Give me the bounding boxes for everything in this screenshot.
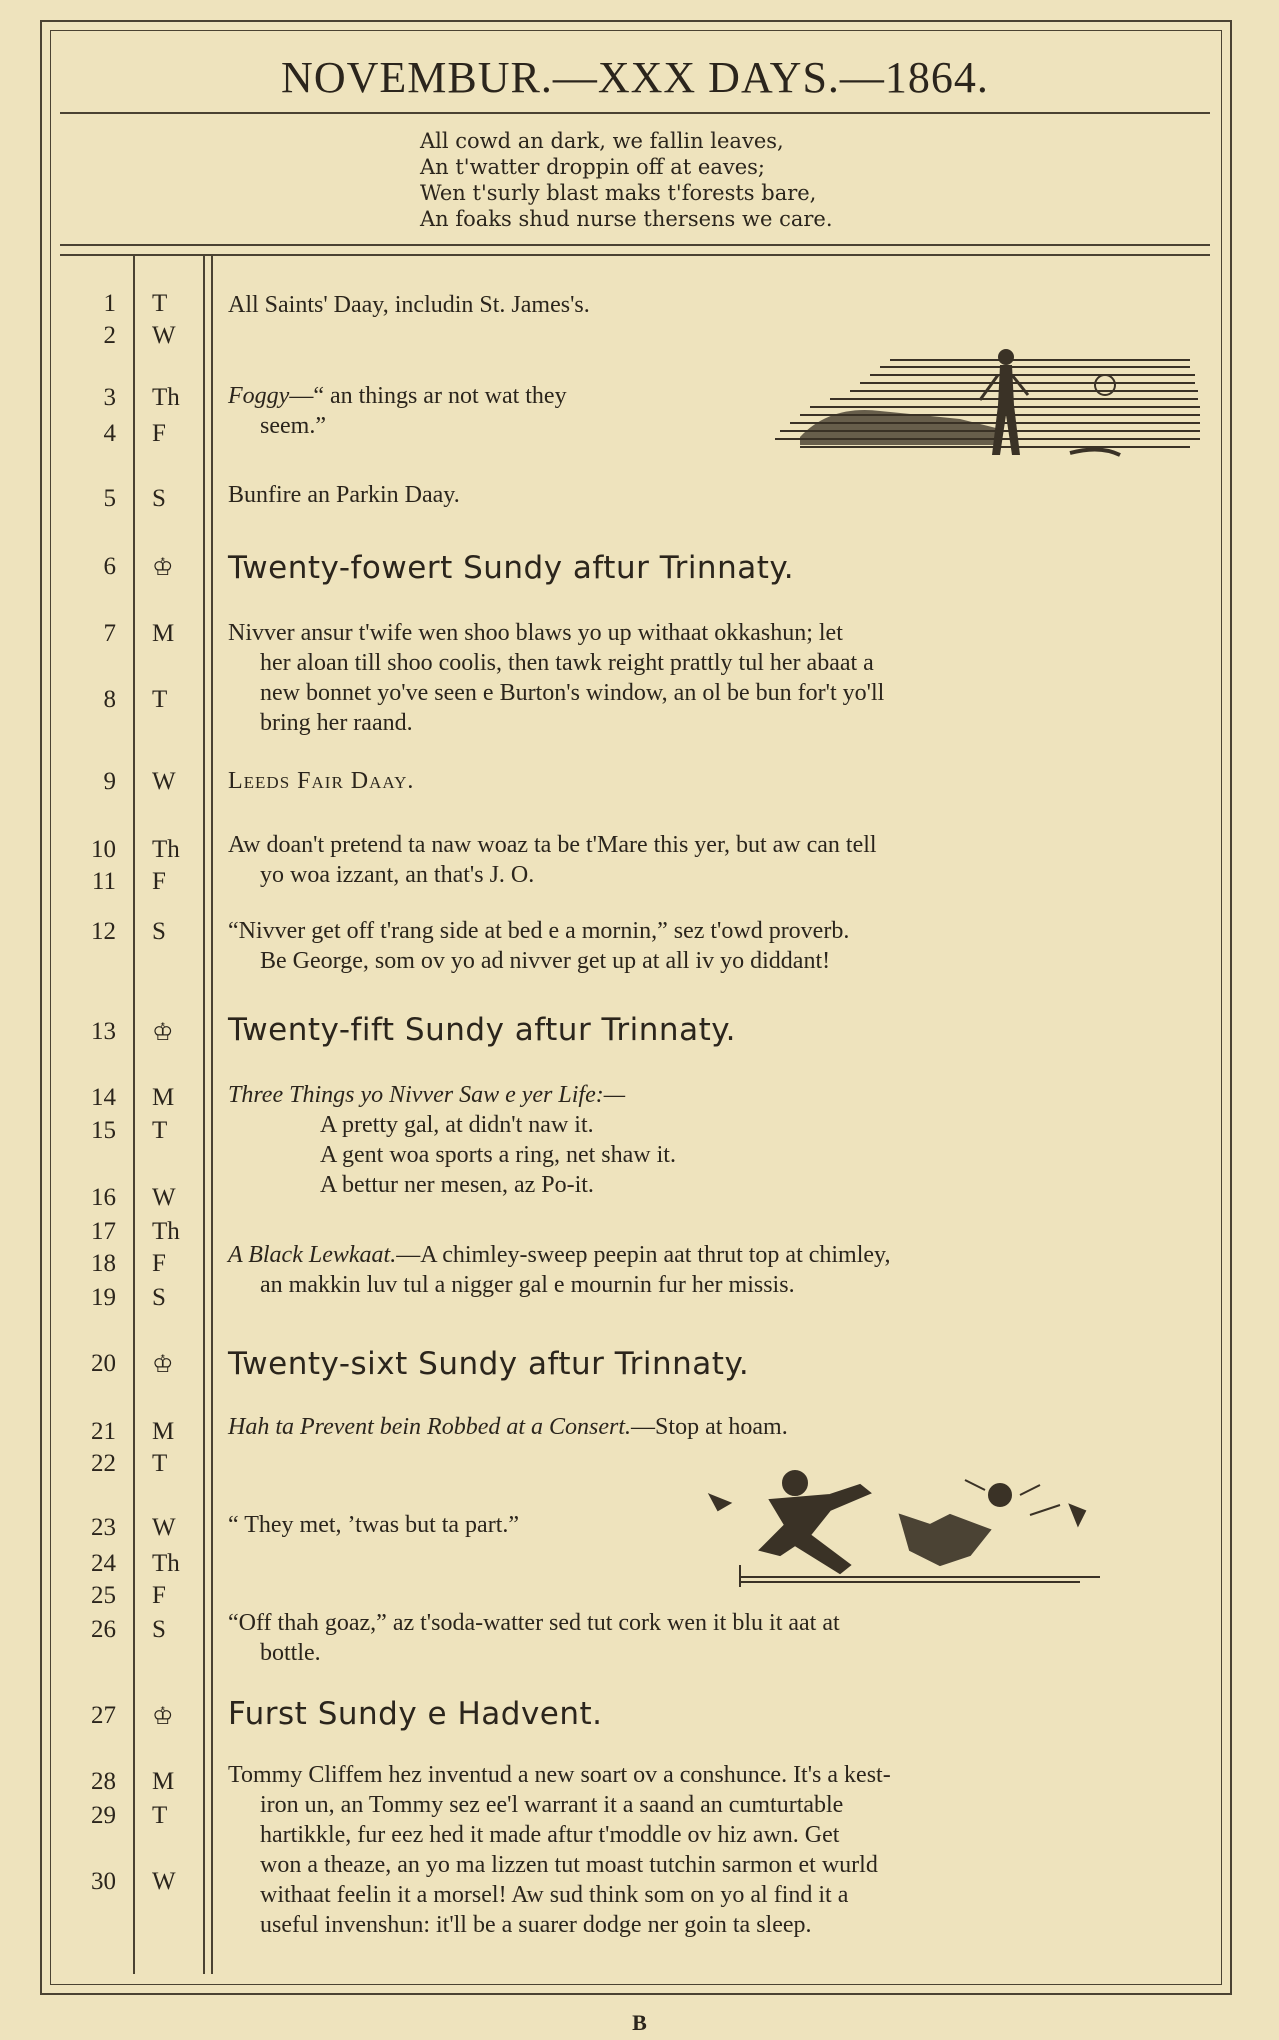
date-number: 15 [91,1117,116,1144]
weekday: W [152,322,176,349]
date-number: 12 [91,918,116,945]
weekday: T [152,1450,168,1477]
entry-text: Aw doan't pretend ta naw woaz ta be t'Mare this yer, but aw can tell [228,832,877,858]
weekday: F [152,1250,166,1277]
poem [420,128,1020,232]
divider [60,112,1210,114]
entry-text: iron un, an Tommy sez ee'l warrant it a saand an cumturtable [260,1792,844,1818]
weekday: T [152,686,168,713]
sunday-heading: Furst Sundy e Hadvent. [228,1696,603,1732]
weekday: S [152,1284,166,1311]
poem-line: Wen t'surly blast maks t'forests bare, [420,181,817,205]
sunday-mark: ♔ [152,555,174,581]
weekday: S [152,918,166,945]
entry-text: —“ an things ar not wat they [289,383,567,409]
date-number: 7 [103,620,116,647]
weekday: F [152,868,166,895]
entry-bunfire: Bunfire an Parkin Daay. [228,482,460,508]
date-number: 18 [91,1250,116,1277]
entry-all-saints: All Saints' Daay, includin St. James's. [228,292,590,318]
date-number: 2 [103,322,116,349]
entry-text: bring her raand. [260,710,413,736]
weekday: M [152,620,175,647]
sunday-heading: Twenty-fift Sundy aftur Trinnaty. [228,1012,737,1048]
date-number: 25 [91,1582,116,1609]
entry-label: Three Things yo Nivver Saw e yer Life:— [228,1082,626,1108]
weekday: F [152,420,166,447]
date-number: 24 [91,1550,116,1577]
entry-text: “Nivver get off t'rang side at bed e a mornin,” sez t'owd proverb. [228,918,850,944]
weekday: T [152,290,168,317]
date-number: 11 [91,868,116,895]
weekday: W [152,1184,176,1211]
divider [60,244,1210,246]
date-number: 10 [91,836,116,863]
entry-label: Hah ta Prevent bein Robbed at a Consert. [228,1414,632,1440]
column-rule [203,254,205,1974]
sunday-mark: ♔ [152,1020,174,1046]
date-number: 21 [91,1418,116,1445]
date-number: 20 [91,1350,116,1377]
sunday-heading: Twenty-sixt Sundy aftur Trinnaty. [228,1346,750,1382]
weekday: Th [152,1218,180,1245]
list-item: A pretty gal, at didn't naw it. [320,1112,594,1138]
foggy-landscape-illustration [770,345,1210,475]
entry-foggy [228,381,768,441]
entry-tommy-cliffem [228,1760,1203,1940]
date-number: 30 [91,1868,116,1895]
entry-text: —A chimley-sweep peepin aat thrut top at chimley, [396,1242,891,1268]
date-number: 5 [103,485,116,512]
date-number: 17 [91,1218,116,1245]
date-number: 14 [91,1084,116,1111]
column-rule [211,254,213,1974]
weekday: M [152,1084,175,1111]
entry-black-lewkaat [228,1240,1203,1300]
entry-text: Be George, som ov yo ad nivver get up at all iv yo diddant! [260,948,831,974]
weekday: T [152,1802,168,1829]
list-item: A gent woa sports a ring, net shaw it. [320,1142,676,1168]
weekday: M [152,1418,175,1445]
date-number: 26 [91,1616,116,1643]
date-number: 29 [91,1802,116,1829]
entry-text: new bonnet yo've seen e Burton's window, an ol be bun for't yo'll [260,680,885,706]
date-number: 28 [91,1768,116,1795]
weekday: T [152,1117,168,1144]
date-number: 19 [91,1284,116,1311]
entry-text: Nivver ansur t'wife wen shoo blaws yo up withaat okkashun; let [228,620,843,646]
entry-text: her aloan till shoo coolis, then tawk reight prattly tul her abaat a [260,650,874,676]
date-number: 6 [103,553,116,580]
date-number: 1 [103,290,116,317]
date-number: 4 [103,420,116,447]
entry-proverb [228,916,1203,976]
entry-soda-watter [228,1608,1203,1668]
weekday: W [152,1868,176,1895]
entry-wife-advice [228,618,1203,738]
sunday-mark: ♔ [152,1352,174,1378]
weekday: W [152,1514,176,1541]
date-number: 22 [91,1450,116,1477]
entry-text: bottle. [260,1640,321,1666]
sunday-mark: ♔ [152,1704,174,1730]
weekday: Th [152,384,180,411]
list-item: A bettur ner mesen, az Po-it. [320,1172,594,1198]
page-title: NOVEMBUR.—XXX DAYS.—1864. [281,53,989,102]
entry-text: withaat feelin it a morsel! Aw sud think som on yo al find it a [260,1882,849,1908]
entry-consert [228,1412,1203,1442]
entry-text: yo woa izzant, an that's J. O. [260,862,535,888]
signature-mark: B [632,2010,647,2035]
entry-text: an makkin luv tul a nigger gal e mournin fur her missis. [260,1272,795,1298]
entry-text: hartikkle, fur eez hed it made aftur t'moddle ov hiz awn. Get [260,1822,840,1848]
date-number: 23 [91,1514,116,1541]
divider [60,254,1210,256]
weekday: Th [152,1550,180,1577]
poem-line: An foaks shud nurse thersens we care. [420,207,833,231]
date-number: 27 [91,1702,116,1729]
entry-they-met: “ They met, ’twas but ta part.” [228,1512,520,1538]
sunday-heading: Twenty-fowert Sundy aftur Trinnaty. [228,550,795,586]
entry-label: Foggy [228,383,290,409]
date-number: 3 [103,384,116,411]
weekday: W [152,768,176,795]
date-number: 13 [91,1018,116,1045]
weekday: M [152,1768,175,1795]
weekday: S [152,485,166,512]
entry-text: —Stop at hoam. [631,1414,788,1440]
page-border-inner [50,30,1222,1985]
weekday: F [152,1582,166,1609]
two-figures-illustration [700,1455,1120,1595]
column-rule [133,254,135,1974]
poem-line: An t'watter droppin off at eaves; [420,155,765,179]
date-number: 8 [103,686,116,713]
date-number: 16 [91,1184,116,1211]
entry-text: won a theaze, an yo ma lizzen tut moast tutchin sarmon et wurld [260,1852,878,1878]
entry-leeds-fair: Leeds Fair Daay. [228,768,415,794]
entry-text: useful invenshun: it'll be a suarer dodge ner goin ta sleep. [260,1912,812,1938]
entry-text: “Off thah goaz,” az t'soda-watter sed tut cork wen it blu it aat at [228,1610,840,1636]
weekday: S [152,1616,166,1643]
weekday: Th [152,836,180,863]
entry-three-things [228,1080,1203,1200]
entry-text: Tommy Cliffem hez inventud a new soart ov a conshunce. It's a kest- [228,1762,891,1788]
poem-line: All cowd an dark, we fallin leaves, [420,129,784,153]
date-number: 9 [103,768,116,795]
entry-mare [228,830,1203,890]
entry-label: A Black Lewkaat. [228,1242,397,1268]
entry-text: seem.” [260,413,326,439]
